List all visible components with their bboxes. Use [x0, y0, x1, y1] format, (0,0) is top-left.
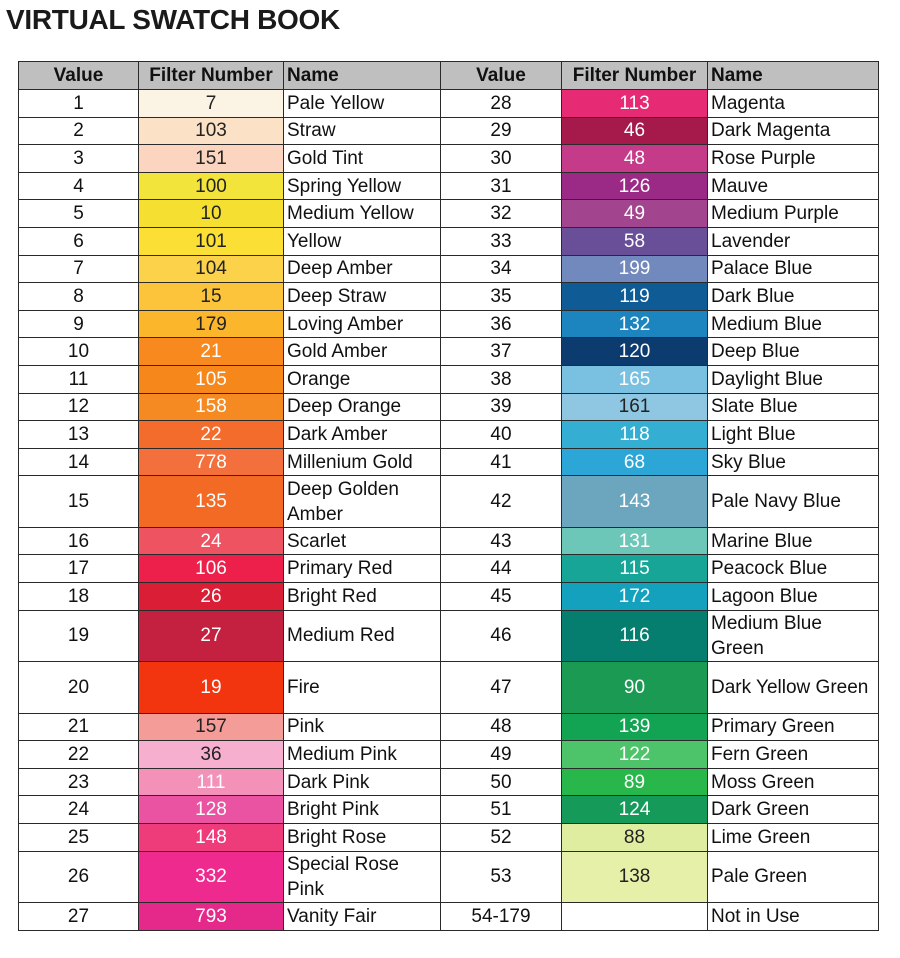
filter-swatch-cell: 105	[139, 365, 284, 393]
filter-swatch-cell: 90	[562, 662, 708, 714]
name-cell: Medium Pink	[284, 741, 441, 769]
name-cell: Dark Pink	[284, 768, 441, 796]
value-cell: 25	[19, 823, 139, 851]
value-cell: 26	[19, 851, 139, 903]
name-cell: Deep Straw	[284, 283, 441, 311]
name-cell: Sky Blue	[708, 448, 879, 476]
header-value: Value	[19, 62, 139, 90]
value-cell: 45	[441, 583, 562, 611]
name-cell: Primary Red	[284, 555, 441, 583]
value-cell: 37	[441, 338, 562, 366]
value-cell: 8	[19, 283, 139, 311]
value-cell: 13	[19, 421, 139, 449]
name-cell: Orange	[284, 365, 441, 393]
name-cell: Medium Red	[284, 610, 441, 662]
table-row	[19, 338, 879, 366]
filter-swatch-cell: 113	[562, 90, 708, 118]
table-row	[19, 610, 879, 662]
name-cell: Pink	[284, 713, 441, 741]
name-cell: Medium Purple	[708, 200, 879, 228]
filter-swatch-cell: 143	[562, 476, 708, 528]
filter-swatch-cell: 148	[139, 823, 284, 851]
header-name: Name	[708, 62, 879, 90]
value-cell: 22	[19, 741, 139, 769]
filter-swatch-cell: 48	[562, 145, 708, 173]
filter-swatch-cell: 24	[139, 527, 284, 555]
table-row	[19, 555, 879, 583]
value-cell: 42	[441, 476, 562, 528]
filter-swatch-cell: 103	[139, 117, 284, 145]
value-cell: 21	[19, 713, 139, 741]
value-cell: 49	[441, 741, 562, 769]
header-value: Value	[441, 62, 562, 90]
name-cell: Magenta	[708, 90, 879, 118]
filter-swatch-cell: 139	[562, 713, 708, 741]
value-cell: 31	[441, 172, 562, 200]
table-row	[19, 255, 879, 283]
header-row	[19, 62, 879, 90]
name-cell: Deep Golden Amber	[284, 476, 441, 528]
name-cell: Peacock Blue	[708, 555, 879, 583]
filter-swatch-cell: 157	[139, 713, 284, 741]
header-name: Name	[284, 62, 441, 90]
value-cell: 3	[19, 145, 139, 173]
value-cell: 32	[441, 200, 562, 228]
name-cell: Dark Magenta	[708, 117, 879, 145]
header-filter-number: Filter Number	[139, 62, 284, 90]
table-row	[19, 145, 879, 173]
name-cell: Pale Green	[708, 851, 879, 903]
name-cell: Mauve	[708, 172, 879, 200]
name-cell: Rose Purple	[708, 145, 879, 173]
value-cell: 50	[441, 768, 562, 796]
name-cell: Medium Blue	[708, 310, 879, 338]
filter-swatch-cell: 151	[139, 145, 284, 173]
name-cell: Medium Yellow	[284, 200, 441, 228]
value-cell: 44	[441, 555, 562, 583]
filter-swatch-cell: 165	[562, 365, 708, 393]
value-cell: 1	[19, 90, 139, 118]
name-cell: Lagoon Blue	[708, 583, 879, 611]
table-row	[19, 227, 879, 255]
name-cell: Lavender	[708, 227, 879, 255]
name-cell: Loving Amber	[284, 310, 441, 338]
value-cell: 54-179	[441, 903, 562, 931]
name-cell: Bright Rose	[284, 823, 441, 851]
value-cell: 52	[441, 823, 562, 851]
name-cell: Not in Use	[708, 903, 879, 931]
name-cell: Medium Blue Green	[708, 610, 879, 662]
name-cell: Lime Green	[708, 823, 879, 851]
filter-swatch-cell: 101	[139, 227, 284, 255]
table-row	[19, 90, 879, 118]
value-cell: 15	[19, 476, 139, 528]
header-filter-number: Filter Number	[562, 62, 708, 90]
name-cell: Marine Blue	[708, 527, 879, 555]
filter-swatch-cell: 10	[139, 200, 284, 228]
filter-swatch-cell	[562, 903, 708, 931]
filter-swatch-cell: 68	[562, 448, 708, 476]
value-cell: 38	[441, 365, 562, 393]
name-cell: Gold Tint	[284, 145, 441, 173]
filter-swatch-cell: 135	[139, 476, 284, 528]
filter-swatch-cell: 36	[139, 741, 284, 769]
filter-swatch-cell: 106	[139, 555, 284, 583]
filter-swatch-cell: 138	[562, 851, 708, 903]
value-cell: 19	[19, 610, 139, 662]
value-cell: 5	[19, 200, 139, 228]
table-row	[19, 200, 879, 228]
filter-swatch-cell: 199	[562, 255, 708, 283]
name-cell: Spring Yellow	[284, 172, 441, 200]
table-row	[19, 283, 879, 311]
filter-swatch-cell: 15	[139, 283, 284, 311]
filter-swatch-cell: 19	[139, 662, 284, 714]
filter-swatch-cell: 116	[562, 610, 708, 662]
table-row	[19, 583, 879, 611]
value-cell: 39	[441, 393, 562, 421]
value-cell: 51	[441, 796, 562, 824]
value-cell: 43	[441, 527, 562, 555]
table-row	[19, 903, 879, 931]
value-cell: 7	[19, 255, 139, 283]
table-row	[19, 476, 879, 528]
table-row	[19, 851, 879, 903]
value-cell: 20	[19, 662, 139, 714]
filter-swatch-cell: 158	[139, 393, 284, 421]
name-cell: Gold Amber	[284, 338, 441, 366]
filter-swatch-cell: 58	[562, 227, 708, 255]
table-row	[19, 393, 879, 421]
filter-swatch-cell: 126	[562, 172, 708, 200]
value-cell: 17	[19, 555, 139, 583]
table-row	[19, 741, 879, 769]
filter-swatch-cell: 26	[139, 583, 284, 611]
name-cell: Deep Orange	[284, 393, 441, 421]
value-cell: 34	[441, 255, 562, 283]
name-cell: Bright Red	[284, 583, 441, 611]
name-cell: Slate Blue	[708, 393, 879, 421]
name-cell: Deep Amber	[284, 255, 441, 283]
value-cell: 35	[441, 283, 562, 311]
name-cell: Scarlet	[284, 527, 441, 555]
value-cell: 40	[441, 421, 562, 449]
table-row	[19, 310, 879, 338]
table-row	[19, 768, 879, 796]
table-row	[19, 421, 879, 449]
filter-swatch-cell: 124	[562, 796, 708, 824]
filter-swatch-cell: 89	[562, 768, 708, 796]
table-row	[19, 527, 879, 555]
page-title: VIRTUAL SWATCH BOOK	[6, 4, 340, 35]
filter-swatch-cell: 172	[562, 583, 708, 611]
value-cell: 28	[441, 90, 562, 118]
filter-swatch-cell: 118	[562, 421, 708, 449]
value-cell: 48	[441, 713, 562, 741]
name-cell: Pale Navy Blue	[708, 476, 879, 528]
name-cell: Vanity Fair	[284, 903, 441, 931]
name-cell: Fire	[284, 662, 441, 714]
name-cell: Daylight Blue	[708, 365, 879, 393]
filter-swatch-cell: 128	[139, 796, 284, 824]
swatch-table	[18, 61, 879, 931]
table-row	[19, 448, 879, 476]
name-cell: Pale Yellow	[284, 90, 441, 118]
filter-swatch-cell: 132	[562, 310, 708, 338]
table-row	[19, 713, 879, 741]
value-cell: 29	[441, 117, 562, 145]
filter-swatch-cell: 793	[139, 903, 284, 931]
name-cell: Straw	[284, 117, 441, 145]
value-cell: 41	[441, 448, 562, 476]
value-cell: 12	[19, 393, 139, 421]
filter-swatch-cell: 120	[562, 338, 708, 366]
filter-swatch-cell: 49	[562, 200, 708, 228]
name-cell: Light Blue	[708, 421, 879, 449]
filter-swatch-cell: 7	[139, 90, 284, 118]
filter-swatch-cell: 111	[139, 768, 284, 796]
filter-swatch-cell: 119	[562, 283, 708, 311]
value-cell: 30	[441, 145, 562, 173]
value-cell: 46	[441, 610, 562, 662]
filter-swatch-cell: 778	[139, 448, 284, 476]
value-cell: 9	[19, 310, 139, 338]
name-cell: Palace Blue	[708, 255, 879, 283]
value-cell: 53	[441, 851, 562, 903]
filter-swatch-cell: 131	[562, 527, 708, 555]
table-row	[19, 823, 879, 851]
value-cell: 6	[19, 227, 139, 255]
swatch-body	[19, 90, 879, 931]
name-cell: Deep Blue	[708, 338, 879, 366]
name-cell: Primary Green	[708, 713, 879, 741]
table-row	[19, 662, 879, 714]
name-cell: Dark Green	[708, 796, 879, 824]
filter-swatch-cell: 21	[139, 338, 284, 366]
table-row	[19, 365, 879, 393]
name-cell: Dark Blue	[708, 283, 879, 311]
filter-swatch-cell: 88	[562, 823, 708, 851]
name-cell: Moss Green	[708, 768, 879, 796]
filter-swatch-cell: 104	[139, 255, 284, 283]
filter-swatch-cell: 115	[562, 555, 708, 583]
value-cell: 18	[19, 583, 139, 611]
value-cell: 33	[441, 227, 562, 255]
filter-swatch-cell: 46	[562, 117, 708, 145]
value-cell: 36	[441, 310, 562, 338]
value-cell: 23	[19, 768, 139, 796]
value-cell: 47	[441, 662, 562, 714]
filter-swatch-cell: 179	[139, 310, 284, 338]
name-cell: Fern Green	[708, 741, 879, 769]
value-cell: 14	[19, 448, 139, 476]
filter-swatch-cell: 22	[139, 421, 284, 449]
filter-swatch-cell: 161	[562, 393, 708, 421]
value-cell: 16	[19, 527, 139, 555]
value-cell: 2	[19, 117, 139, 145]
filter-swatch-cell: 100	[139, 172, 284, 200]
table-row	[19, 796, 879, 824]
name-cell: Dark Amber	[284, 421, 441, 449]
table-row	[19, 117, 879, 145]
value-cell: 11	[19, 365, 139, 393]
filter-swatch-cell: 27	[139, 610, 284, 662]
value-cell: 4	[19, 172, 139, 200]
value-cell: 27	[19, 903, 139, 931]
name-cell: Special Rose Pink	[284, 851, 441, 903]
value-cell: 24	[19, 796, 139, 824]
name-cell: Bright Pink	[284, 796, 441, 824]
name-cell: Millenium Gold	[284, 448, 441, 476]
value-cell: 10	[19, 338, 139, 366]
filter-swatch-cell: 332	[139, 851, 284, 903]
name-cell: Dark Yellow Green	[708, 662, 879, 714]
table-row	[19, 172, 879, 200]
name-cell: Yellow	[284, 227, 441, 255]
filter-swatch-cell: 122	[562, 741, 708, 769]
